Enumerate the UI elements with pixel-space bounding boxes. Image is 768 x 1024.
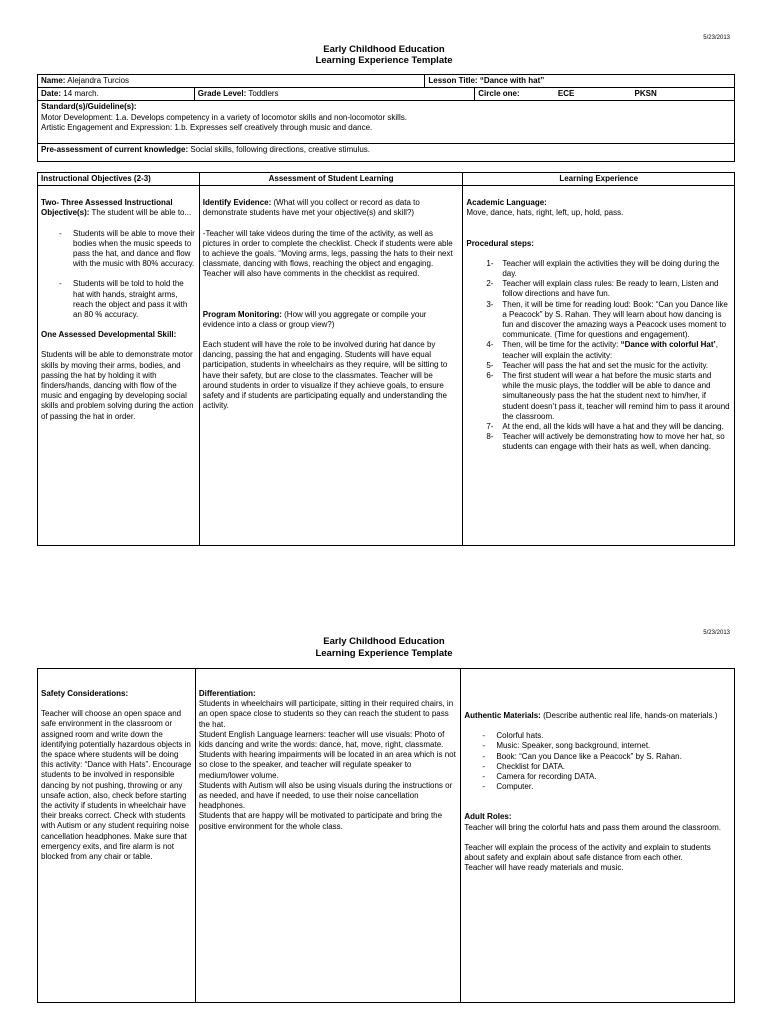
step-number: 7- — [486, 422, 494, 432]
step-number: 8- — [486, 432, 494, 442]
step-number: 4- — [486, 340, 494, 350]
page-date: 5/23/2013 — [703, 630, 730, 636]
step-text: Teacher will explain class rules: Be ready to learn, Listen and follow directions and have fun. — [502, 279, 719, 299]
lesson-value: “Dance with hat” — [479, 76, 545, 85]
date-value: 14 march. — [63, 89, 99, 99]
doc-subtitle: Learning Experience Template — [315, 648, 453, 659]
safety-cell — [38, 669, 196, 1003]
standard-item: Artistic Engagement and Expression: 1.b. Expresses self creatively through music and dance. — [41, 122, 373, 132]
step-activity-title: “Dance with colorful Hat’ — [620, 340, 716, 350]
safety-label: Safety Considerations: — [41, 689, 129, 698]
circle-cell — [475, 88, 735, 101]
step-item — [466, 422, 731, 432]
step-text: Then, will be time for the activity: — [502, 340, 621, 350]
step-item — [466, 432, 731, 452]
doc-title: Early Childhood Education — [323, 636, 445, 647]
objectives-cell — [38, 186, 200, 546]
lesson-table — [37, 172, 735, 546]
academic-language-label: Academic Language: — [466, 198, 547, 208]
doc-subtitle: Learning Experience Template — [315, 55, 453, 66]
step-number: 5- — [486, 360, 494, 370]
standard-item: Motor Development: 1.a. Develops competency in a variety of locomotor skills and non-locomotor skills. — [41, 112, 407, 122]
name-label: Name: — [41, 76, 66, 85]
material-item: - Checklist for DATA. — [482, 762, 731, 772]
differentiation-item: Students with Autism will also be using visuals during the instructions or as needed, and have if needed, to use their noise cancellation headphones. — [198, 780, 453, 811]
objectives-list — [41, 229, 196, 321]
step-text: At the end, all the kids will have a hat and they will be dancing. — [502, 422, 724, 432]
page-2 — [0, 612, 768, 1024]
preassessment-value: Social skills, following directions, creative stimulus. — [190, 145, 371, 155]
material-item: - Colorful hats. — [482, 731, 731, 741]
adult-role-item: Teacher will bring the colorful hats and pass them around the classroom. — [464, 822, 721, 832]
adult-roles-label: Adult Roles: — [464, 812, 512, 822]
materials-prompt: (Describe authentic real life, hands-on materials.) — [543, 711, 718, 720]
materials-label: Authentic Materials: — [464, 711, 541, 720]
experience-cell — [463, 186, 735, 546]
info-table — [37, 74, 735, 162]
objectives-heading-tail: The student will be able to... — [91, 208, 192, 218]
materials-cell — [461, 669, 735, 1003]
identify-evidence-prompt: (What will you collect or record as data to demonstrate students have met your objective(s) and skill?) — [202, 198, 420, 218]
identify-evidence-text: -Teacher will take videos during the time of the activity, as well as pictures in order to complete the checklist. Check if students were able to achieve the goals. “Moving arms, legs, passing the hats to their next classmate, dancing with flows, reaching the object and engaging. Teacher will also have comments in the checklist as required. — [202, 228, 453, 279]
program-monitoring-prompt: (How will you aggregate or compile your evidence into a class or group view?) — [202, 309, 427, 329]
objective-item: - Students will be able to move their bodies when the music speeds to pass the hat, and dance and flow with the music with 80% accuracy. — [59, 229, 196, 270]
step-text: Teacher will explain the activities they will be doing during the day. — [502, 258, 720, 279]
step-number: 2- — [486, 279, 494, 289]
step-text: Teacher will actively be demonstrating how to move her hat, so students can engage with their hats as well, when dancing. — [502, 432, 725, 452]
standards-label: Standard(s)/Guideline(s): — [41, 102, 137, 112]
step-number: 3- — [486, 299, 494, 309]
circle-option-pksn[interactable]: PKSN — [634, 89, 657, 99]
differentiation-item: Students with hearing impairments will be located in an area which is not so close to the speaker, and teacher will regulate speaker to medium/lower volume. — [198, 750, 456, 780]
differentiation-item: Student English Language learners: teacher will use visuals: Photo of kids dancing and write the words: dance, hat, move, right, classmate. — [198, 729, 445, 750]
procedural-steps-list — [466, 259, 731, 453]
grade-cell — [194, 88, 475, 101]
step-text: Teacher will pass the hat and set the music for the activity. — [502, 360, 709, 370]
step-number: 1- — [486, 258, 494, 268]
standards-cell — [38, 101, 735, 144]
adult-role-item: Teacher will have ready materials and music. — [464, 863, 624, 873]
date-label: Date: — [41, 89, 62, 99]
material-item: - Camera for recording DATA. — [482, 772, 731, 782]
step-item — [466, 300, 731, 341]
assessment-cell — [199, 186, 463, 546]
adult-role-item: Teacher will explain the process of the activity and explain to students about safety and explain about safe distance from each other. — [464, 842, 711, 863]
preassessment-cell — [38, 144, 735, 162]
col-header-assessment: Assessment of Student Learning — [199, 173, 463, 186]
date-cell — [38, 88, 195, 101]
col-header-objectives: Instructional Objectives (2-3) — [38, 173, 200, 186]
material-item: - Book: “Can you Dance like a Peacock” by S. Rahan. — [482, 752, 731, 762]
step-item — [466, 371, 731, 422]
differentiation-item: Students in wheelchairs will participate, sitting in their required chairs, in an open space close to students so they can reach the student to pass the hat. — [198, 699, 454, 729]
step-item — [466, 259, 731, 279]
step-item — [466, 340, 731, 360]
considerations-table — [37, 668, 735, 1003]
program-monitoring-text: Each student will have the role to be involved during hat dance by dancing, passing the hat and engaging. Students will have equal participation, students in wheelchairs as they require, will be sitting to have their safety, but are close to the classmates. Teacher will be around students in order to visualize if they achieve goals, to ensure safety and if students are participating equally and understanding the activity. — [202, 340, 448, 411]
step-text: Then, it will be time for reading loud: Book: “Can you Dance like a Peacock” by S. Rahan. They will learn about how dancing is fun and discover the amazing ways a Peacock uses moment to communicate. (Time for questions and engagement). — [502, 299, 728, 340]
differentiation-label: Differentiation: — [198, 689, 256, 698]
program-monitoring-label: Program Monitoring: — [202, 309, 282, 319]
name-value: Alejandra Turcios — [67, 76, 130, 85]
lesson-cell — [425, 75, 735, 88]
differentiation-item: Students that are happy will be motivated to participate and bring the positive environment for the whole class. — [198, 811, 443, 831]
name-cell — [38, 75, 425, 88]
academic-language-text: Move, dance, hats, right, left, up, hold, pass. — [466, 208, 624, 218]
step-number: 6- — [486, 371, 494, 381]
step-text: , teacher will explain the activity: — [502, 340, 718, 360]
identify-evidence-label: Identify Evidence: — [202, 198, 272, 208]
safety-text: Teacher will choose an open space and safe environment in the classroom or assigned room and write down the identifying potentially hazardous objects in the space where students will be doing this activity: “Dance with Hats”. Encourage students to be involved in responsible dancing by not pushing, throwing or any unsafe action, also, check before starting the activity if students in wheelchair have their breaks correct. Check with students with Autism or any student requiring noise cancellation headphones. Make sure that emergency exits, and fire alarm is not blocked from any chair or table. — [41, 709, 192, 862]
objectives-heading: Two- Three Assessed Instructional Objective(s): — [41, 198, 173, 218]
dev-skill-text: Students will be able to demonstrate motor skills by moving their arms, bodies, and passing the hat by holding it with finders/hands, dancing with flow of the music and engaging by developing social skills and problem solving during the action of passing the hat in order. — [41, 350, 194, 421]
materials-list — [464, 731, 731, 792]
differentiation-cell — [195, 669, 461, 1003]
circle-option-ece[interactable]: ECE — [557, 89, 575, 99]
grade-value: Toddlers — [248, 89, 279, 99]
page-date: 5/23/2013 — [703, 35, 730, 41]
doc-title: Early Childhood Education — [323, 44, 445, 55]
material-item: - Computer. — [482, 782, 731, 792]
lesson-label: Lesson Title: — [428, 76, 478, 85]
objective-item: - Students will be told to hold the hat with hands, straight arms, reach the object and pass it with an 80 % accuracy. — [59, 279, 196, 320]
step-item — [466, 361, 731, 371]
dev-skill-heading: One Assessed Developmental Skill: — [41, 330, 177, 340]
grade-label: Grade Level: — [197, 89, 247, 99]
step-text: The first student will wear a hat before the music starts and while the music plays, the toddler will be able to dance and simultaneously pass the hat the student next to him/her, if student doesn’t pass it, teacher will remind him to pass it around the classroom. — [502, 371, 730, 421]
circle-label: Circle one: — [478, 89, 520, 99]
procedural-steps-label: Procedural steps: — [466, 238, 534, 248]
preassessment-label: Pre-assessment of current knowledge: — [41, 145, 189, 155]
step-item — [466, 279, 731, 299]
material-item: - Music: Speaker, song background, internet. — [482, 741, 731, 751]
col-header-experience: Learning Experience — [463, 173, 735, 186]
